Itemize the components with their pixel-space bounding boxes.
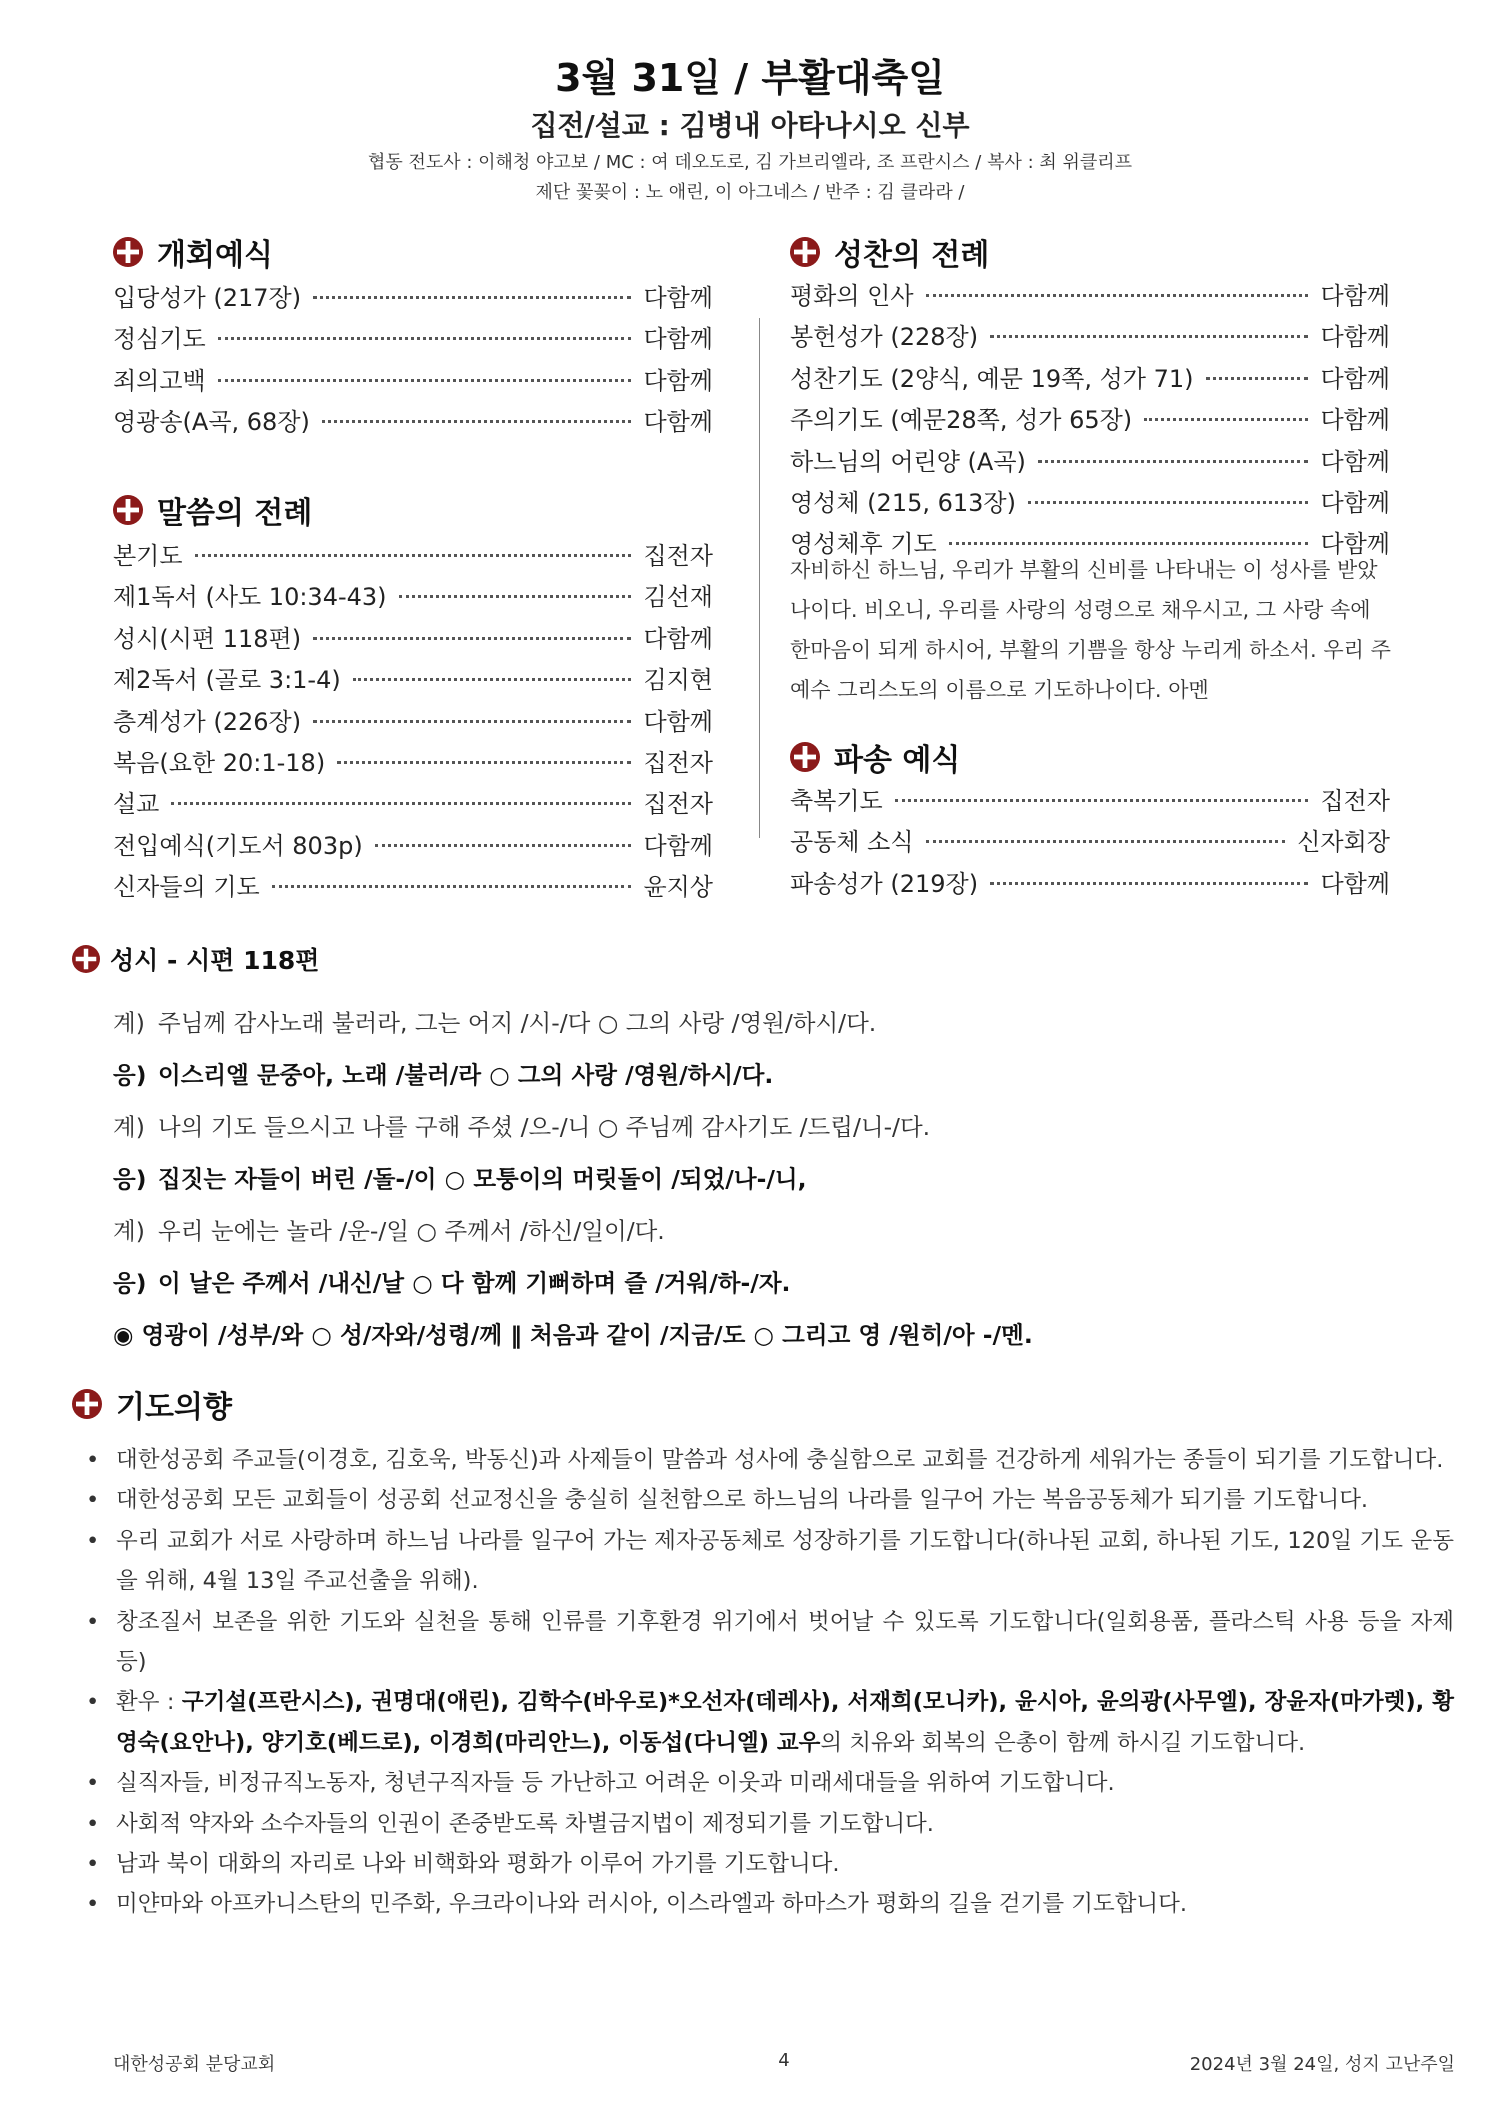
order-item-label: 층계성가 (226장) bbox=[113, 707, 302, 736]
order-item-leader: 다함께 bbox=[1320, 530, 1390, 559]
opening-order-list bbox=[113, 278, 713, 444]
order-item-label: 전입예식(기도서 803p) bbox=[113, 831, 363, 860]
leader-dots bbox=[313, 296, 631, 299]
bullet-icon: • bbox=[86, 1608, 100, 1635]
dismissal-order-list bbox=[790, 781, 1390, 905]
leader-dots bbox=[218, 337, 632, 340]
bullet-icon: • bbox=[86, 1447, 100, 1473]
order-item-label: 하느님의 어린양 (A곡) bbox=[790, 447, 1026, 476]
psalm-line: 응) 이 날은 주께서 /내신/날 ○ 다 함께 기뻐하며 즐 /거워/하-/자. bbox=[113, 1269, 791, 1297]
leader-dots bbox=[1144, 418, 1308, 421]
intention-item: • 사회적 약자와 소수자들의 인권이 존중받도록 차별금지법이 제정되기를 기도합니다. bbox=[84, 1804, 1454, 1844]
psalm-responsive-reading bbox=[113, 995, 1433, 1359]
leader-dots bbox=[322, 420, 632, 423]
intention-item: • 실직자들, 비정규직노동자, 청년구직자들 등 가난하고 어려운 이웃과 미래세대들을 위하여 기도합니다. bbox=[84, 1763, 1454, 1803]
leader-dots bbox=[926, 294, 1309, 297]
order-item bbox=[113, 784, 713, 825]
sick-names: 구기설(프란시스), 권명대(애린), 김학수(바우로)*오선자(데레사), 서재희(모니카), 윤시아, 윤의광(사무엘), 장윤자(마가렛), 황영숙(요안나), 양기호(베드로), 이경희(마리안느), 이동섭(다니엘) 교우 bbox=[116, 1689, 1454, 1756]
leader-dots bbox=[949, 542, 1309, 545]
leader-dots bbox=[272, 885, 632, 888]
order-item bbox=[790, 442, 1390, 483]
order-item bbox=[113, 577, 713, 618]
order-item-label: 파송성가 (219장) bbox=[790, 869, 979, 898]
leader-dots bbox=[375, 844, 632, 847]
leader-dots bbox=[353, 678, 632, 681]
order-item-leader: 다함께 bbox=[643, 624, 713, 653]
order-item bbox=[113, 867, 713, 908]
cross-icon bbox=[790, 237, 820, 267]
header bbox=[0, 52, 1500, 208]
order-item-label: 영성체후 기도 bbox=[790, 530, 937, 559]
order-item-label: 영성체 (215, 613장) bbox=[790, 488, 1016, 517]
order-item-leader: 다함께 bbox=[1320, 869, 1390, 898]
order-item-leader: 다함께 bbox=[1320, 364, 1390, 393]
section-title-text: 성시 - 시편 118편 bbox=[110, 946, 320, 975]
section-title-opening bbox=[113, 230, 273, 274]
order-item bbox=[790, 781, 1390, 822]
order-item-leader: 김지현 bbox=[643, 666, 713, 695]
order-item-leader: 다함께 bbox=[1320, 282, 1390, 310]
order-item-label: 죄의고백 bbox=[113, 366, 206, 395]
order-item bbox=[790, 864, 1390, 905]
order-item-leader: 다함께 bbox=[1320, 488, 1390, 517]
column-divider bbox=[759, 318, 760, 838]
intention-item: • 대한성공회 모든 교회들이 성공회 선교정신을 충실히 실천함으로 하느님의 나라를 일구어 가는 복음공동체가 되기를 기도합니다. bbox=[84, 1480, 1454, 1520]
prayer-line: 나이다. 비오니, 우리를 사랑의 성령으로 채우시고, 그 사랑 속에 bbox=[790, 598, 1371, 622]
prayer-intentions-list bbox=[84, 1440, 1454, 1925]
cross-icon bbox=[72, 1389, 102, 1419]
bullet-icon: • bbox=[86, 1810, 100, 1837]
footer-church-name: 대한성공회 분당교회 bbox=[113, 2054, 276, 2075]
intention-item: • 우리 교회가 서로 사랑하며 하느님 나라를 일구어 가는 제자공동체로 성장하기를 기도합니다(하나된 교회, 하나된 기도, 120일 기도 운동을 위해, 4월 13일 주교선출을 위해). bbox=[84, 1521, 1454, 1602]
leader-dots bbox=[171, 802, 631, 805]
order-item-label: 제1독서 (사도 10:34-43) bbox=[113, 583, 387, 612]
section-title-psalm bbox=[72, 941, 319, 977]
order-item-label: 입당성가 (217장) bbox=[113, 284, 302, 312]
assistants-line: 협동 전도사 : 이해청 야고보 / MC : 여 데오도로, 김 가브리엘라, 조 프란시스 / 복사 : 최 위클리프 bbox=[367, 152, 1133, 173]
leader-dots bbox=[218, 379, 632, 382]
bullet-icon: • bbox=[86, 1527, 100, 1554]
order-item-leader: 집전자 bbox=[643, 748, 713, 777]
order-item-leader: 김선재 bbox=[643, 583, 713, 612]
order-item-label: 성찬기도 (2양식, 예문 19쪽, 성가 71) bbox=[790, 364, 1194, 393]
bullet-icon: • bbox=[86, 1891, 100, 1918]
order-item bbox=[790, 317, 1390, 358]
gloria-line: ◉ 영광이 /성부/와 ○ 성/자와/성령/께 ‖ 처음과 같이 /지금/도 ○ 그리고 영 /원히/아 -/멘. bbox=[113, 1321, 1033, 1349]
order-item bbox=[113, 619, 713, 660]
leader-dots bbox=[337, 761, 631, 764]
order-item-leader: 다함께 bbox=[1320, 406, 1390, 435]
section-title-text: 개회예식 bbox=[157, 238, 273, 273]
psalm-line: 계) 우리 눈에는 놀라 /운-/일 ○ 주께서 /하신/일이/다. bbox=[113, 1217, 665, 1245]
order-item bbox=[113, 702, 713, 743]
order-item bbox=[790, 400, 1390, 441]
order-item bbox=[113, 743, 713, 784]
order-item-leader: 다함께 bbox=[1320, 323, 1390, 352]
officiant-line: 집전/설교 : 김병내 아타나시오 신부 bbox=[530, 109, 970, 142]
order-item-leader: 다함께 bbox=[1320, 447, 1390, 476]
psalm-line: 계) 나의 기도 들으시고 나를 구해 주셨 /으-/니 ○ 주님께 감사기도 /드립/니-/다. bbox=[113, 1113, 931, 1141]
order-item-label: 공동체 소식 bbox=[790, 828, 914, 857]
bullet-icon: • bbox=[86, 1689, 100, 1716]
order-item bbox=[790, 359, 1390, 400]
order-item-label: 봉헌성가 (228장) bbox=[790, 323, 979, 352]
order-item-leader: 다함께 bbox=[643, 831, 713, 860]
order-item-label: 성시(시편 118편) bbox=[113, 624, 302, 653]
order-item-leader: 다함께 bbox=[643, 284, 713, 312]
order-item bbox=[113, 361, 713, 402]
prayer-line: 자비하신 하느님, 우리가 부활의 신비를 나타내는 이 성사를 받았 bbox=[790, 558, 1378, 582]
bullet-icon: • bbox=[86, 1487, 100, 1514]
order-item-leader: 다함께 bbox=[643, 325, 713, 354]
leader-dots bbox=[1028, 501, 1308, 504]
order-item-leader: 윤지상 bbox=[643, 873, 713, 902]
page-number: 4 bbox=[778, 2050, 790, 2071]
order-item-label: 제2독서 (골로 3:1-4) bbox=[113, 666, 341, 695]
leader-dots bbox=[926, 840, 1286, 843]
leader-dots bbox=[1038, 460, 1309, 463]
order-item-label: 본기도 bbox=[113, 542, 183, 570]
leader-dots bbox=[1206, 377, 1309, 380]
eucharist-order-list bbox=[790, 276, 1390, 566]
order-item-label: 축복기도 bbox=[790, 787, 883, 815]
order-item-leader: 집전자 bbox=[1320, 787, 1390, 815]
order-item-label: 설교 bbox=[113, 790, 160, 819]
footer-date: 2024년 3월 24일, 성지 고난주일 bbox=[1189, 2054, 1455, 2075]
order-item bbox=[790, 276, 1390, 317]
intention-item: • 대한성공회 주교들(이경호, 김호욱, 박동신)과 사제들이 말씀과 성사에 충실함으로 교회를 건강하게 세워가는 종들이 되기를 기도합니다. bbox=[84, 1440, 1454, 1480]
section-title-intentions bbox=[72, 1382, 232, 1426]
bullet-icon: • bbox=[86, 1851, 100, 1878]
leader-dots bbox=[895, 799, 1309, 802]
leader-dots bbox=[990, 335, 1308, 338]
order-item-label: 신자들의 기도 bbox=[113, 873, 260, 902]
intention-item: • 미얀마와 아프카니스탄의 민주화, 우크라이나와 러시아, 이스라엘과 하마스가 평화의 길을 걷기를 기도합니다. bbox=[84, 1884, 1454, 1924]
order-item-leader: 집전자 bbox=[643, 542, 713, 570]
cross-icon bbox=[113, 237, 143, 267]
prayer-line: 예수 그리스도의 이름으로 기도하나이다. 아멘 bbox=[790, 678, 1209, 702]
word-order-list bbox=[113, 536, 713, 909]
intention-item-sick: • 환우 : 구기설(프란시스), 권명대(애린), 김학수(바우로)*오선자(데레사), 서재희(모니카), 윤시아, 윤의광(사무엘), 장윤자(마가렛), 황영숙(요안나), 양기호(베드로), 이경희(마리안느), 이동섭(다니엘) 교우의 치유와 회복의 은총이 함께 하시길 기도합니다. bbox=[84, 1682, 1454, 1763]
order-item-label: 영광송(A곡, 68장) bbox=[113, 408, 310, 437]
prayer-line: 한마음이 되게 하시어, 부활의 기쁨을 항상 누리게 하소서. 우리 주 bbox=[790, 638, 1391, 662]
section-title-text: 말씀의 전례 bbox=[157, 496, 313, 531]
order-item bbox=[113, 536, 713, 577]
order-item-label: 복음(요한 20:1-18) bbox=[113, 748, 326, 777]
cross-icon bbox=[72, 945, 100, 973]
order-item bbox=[790, 483, 1390, 524]
cross-icon bbox=[790, 742, 820, 772]
intention-item: • 창조질서 보존을 위한 기도와 실천을 통해 인류를 기후환경 위기에서 벗어날 수 있도록 기도합니다(일회용품, 플라스틱 사용 등을 자제 등) bbox=[84, 1602, 1454, 1683]
leader-dots bbox=[990, 882, 1308, 885]
altar-line: 제단 꽃꽂이 : 노 애린, 이 아그네스 / 반주 : 김 클라라 / bbox=[535, 182, 965, 203]
section-title-text: 파송 예식 bbox=[834, 743, 961, 778]
psalm-line: 계) 주님께 감사노래 불러라, 그는 어지 /시-/다 ○ 그의 사랑 /영원/하시/다. bbox=[113, 1009, 877, 1037]
leader-dots bbox=[313, 720, 631, 723]
cross-icon bbox=[113, 495, 143, 525]
section-title-eucharist bbox=[790, 230, 989, 274]
section-title-dismissal bbox=[790, 735, 960, 779]
order-item-leader: 다함께 bbox=[643, 366, 713, 395]
leader-dots bbox=[313, 637, 631, 640]
page-title: 3월 31일 / 부활대축일 bbox=[555, 56, 945, 100]
section-title-text: 기도의향 bbox=[116, 1390, 232, 1425]
order-item bbox=[790, 822, 1390, 863]
order-item bbox=[113, 402, 713, 443]
psalm-line: 응) 이스리엘 문중아, 노래 /불러/라 ○ 그의 사랑 /영원/하시/다. bbox=[113, 1061, 774, 1089]
intention-item: • 남과 북이 대화의 자리로 나와 비핵화와 평화가 이루어 가기를 기도합니다. bbox=[84, 1844, 1454, 1884]
order-item bbox=[113, 278, 713, 319]
bullet-icon: • bbox=[86, 1770, 100, 1797]
order-item-label: 정심기도 bbox=[113, 325, 206, 354]
order-item bbox=[113, 660, 713, 701]
leader-dots bbox=[399, 595, 632, 598]
section-title-word bbox=[113, 488, 312, 532]
section-title-text: 성찬의 전례 bbox=[834, 238, 990, 273]
order-item-label: 주의기도 (예문28쪽, 성가 65장) bbox=[790, 406, 1133, 435]
order-item bbox=[113, 319, 713, 360]
post-communion-prayer bbox=[790, 550, 1400, 710]
order-item-leader: 집전자 bbox=[643, 790, 713, 819]
order-item-leader: 다함께 bbox=[643, 707, 713, 736]
order-item bbox=[113, 826, 713, 867]
order-item-label: 평화의 인사 bbox=[790, 282, 914, 310]
psalm-line: 응) 집짓는 자들이 버린 /돌-/이 ○ 모퉁이의 머릿돌이 /되었/나-/니, bbox=[113, 1165, 807, 1193]
leader-dots bbox=[195, 554, 632, 557]
order-item-leader: 다함께 bbox=[643, 408, 713, 437]
order-item-leader: 신자회장 bbox=[1297, 828, 1390, 857]
